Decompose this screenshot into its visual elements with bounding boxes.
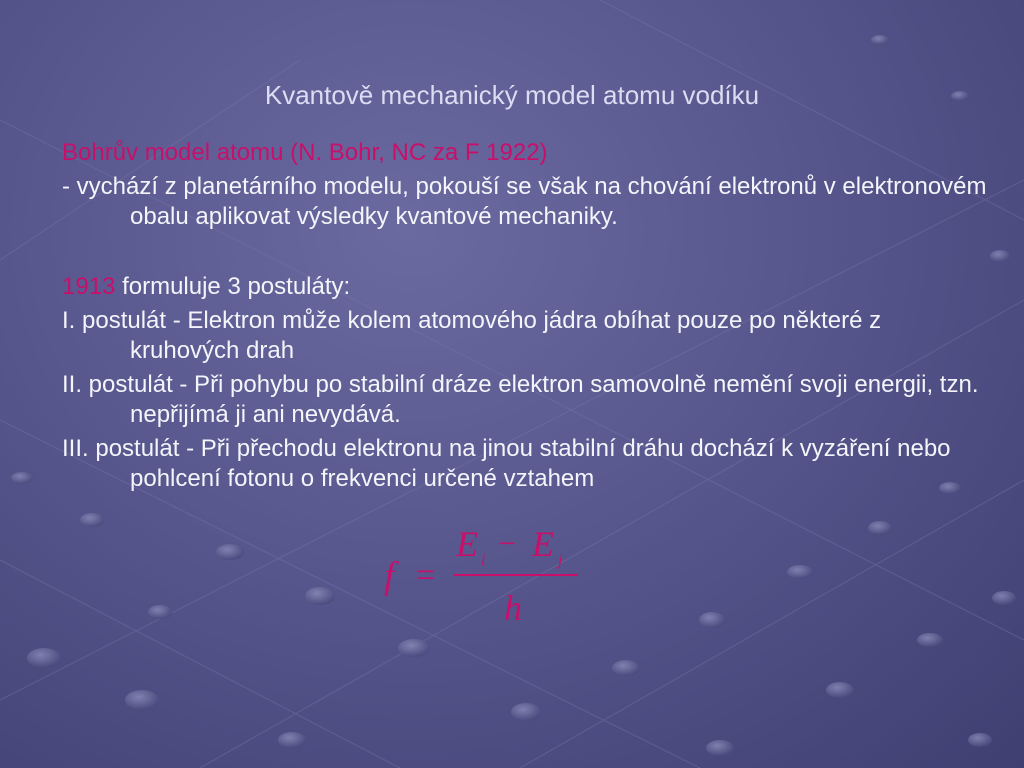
slide-content bbox=[62, 138, 997, 494]
postulate-3: III. postulát - Při přechodu elektronu na jinou stabilní dráhu dochází k vyzáření nebo pohlcení fotonu o frekvenci určené vztahem bbox=[62, 435, 951, 492]
formula-h: h bbox=[504, 588, 522, 628]
formula-sub-i: i bbox=[481, 552, 486, 569]
postulate-2: II. postulát - Při pohybu po stabilní dráze elektron samovolně nemění svoji energii, tzn. nepřijímá ji ani nevydává. bbox=[62, 371, 979, 428]
formula-f: f bbox=[384, 555, 395, 597]
formula-Ej: E bbox=[532, 524, 554, 564]
formula-sub-j: j bbox=[558, 552, 563, 569]
formula-minus: − bbox=[498, 525, 517, 561]
formula-Ei: E bbox=[456, 524, 478, 564]
slide-title: Kvantově mechanický model atomu vodíku bbox=[264, 80, 760, 110]
formula-equals: = bbox=[416, 557, 436, 594]
frequency-formula bbox=[380, 520, 590, 630]
postulates-intro bbox=[62, 272, 997, 302]
intro-paragraph: - vychází z planetárního modelu, pokouší se však na chování elektronů v elektronovém obalu aplikovat výsledky kvantové mechaniky. bbox=[62, 173, 987, 230]
postulate-1: I. postulát - Elektron může kolem atomového jádra obíhat pouze po některé z kruhových drah bbox=[62, 307, 882, 364]
postulates-intro-text: formuluje 3 postuláty: bbox=[122, 273, 351, 300]
bohr-model-heading: Bohrův model atomu (N. Bohr, NC za F 1922) bbox=[62, 139, 548, 166]
spacer bbox=[62, 232, 997, 272]
year-label: 1913 bbox=[62, 273, 116, 300]
